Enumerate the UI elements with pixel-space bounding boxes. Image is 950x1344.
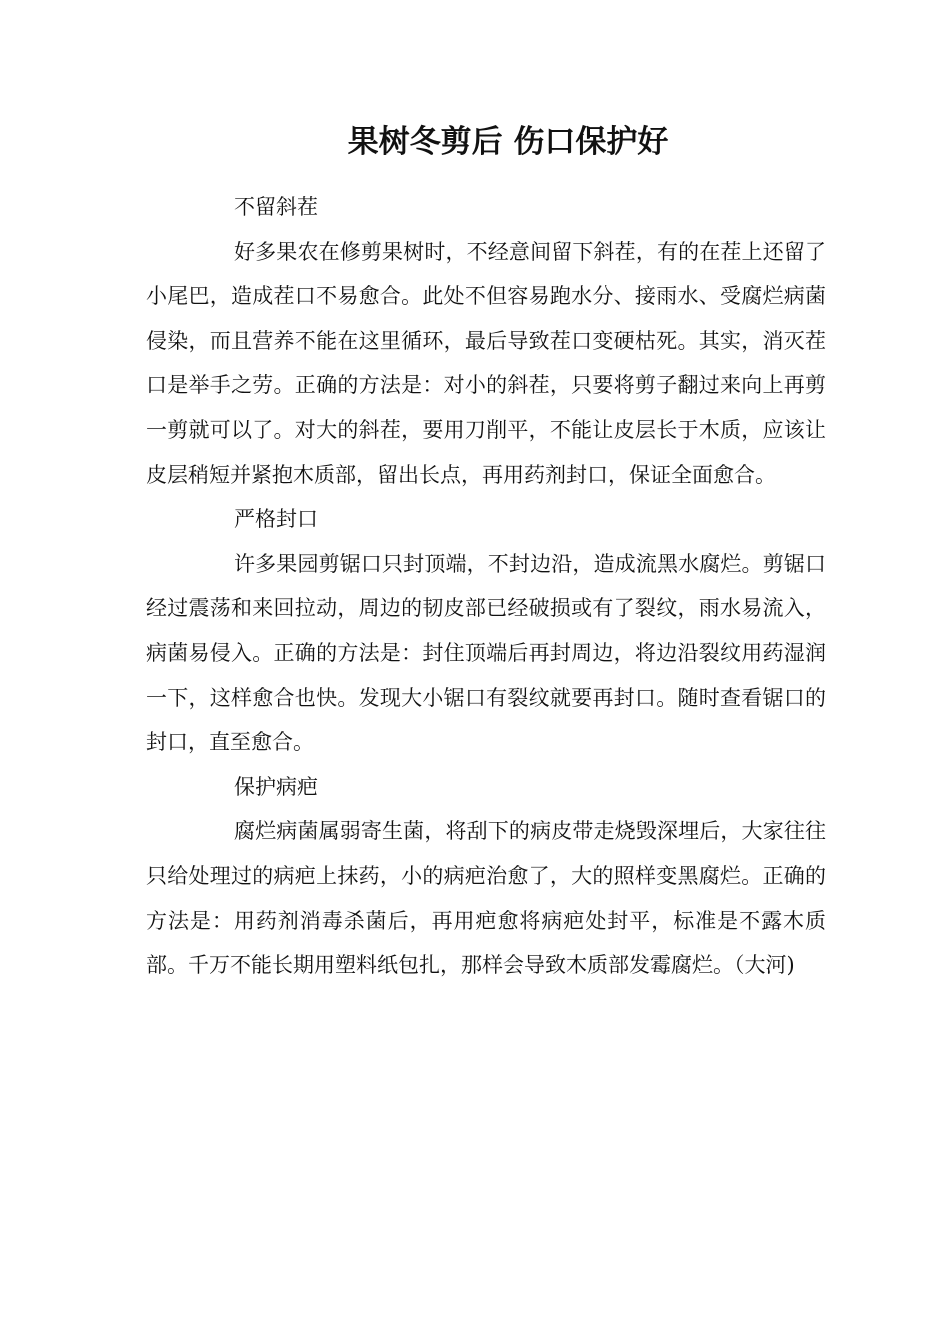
document-body xyxy=(146,185,826,988)
section-heading-2: 严格封口 xyxy=(234,507,318,532)
section-heading-1: 不留斜茬 xyxy=(234,195,318,219)
section-paragraph-2: 许多果园剪锯口只封顶端，不封边沿，造成流黑水腐烂。剪锯口经过震荡和来回拉动，周边的韧皮部已经破损或有了裂纹，雨水易流入，病菌易侵入。正确的方法是：封住顶端后再封周边，将边沿裂纹用药湿润一下，这样愈合也快。发现大小锯口有裂纹就要再封口。随时查看锯口的封口，直至愈合。 xyxy=(146,551,826,755)
document-title: 果树冬剪后 伤口保护好 xyxy=(347,124,669,160)
section-paragraph-1: 好多果农在修剪果树时，不经意间留下斜茬，有的在茬上还留了小尾巴，造成茬口不易愈合。此处不但容易跑水分、接雨水、受腐烂病菌侵染，而且营养不能在这里循环，最后导致茬口变硬枯死。其实，消灭茬口是举手之劳。正确的方法是：对小的斜茬，只要将剪子翻过来向上再剪一剪就可以了。对大的斜茬，要用刀削平，不能让皮层长于木质，应该让皮层稍短并紧抱木质部，留出长点，再用药剂封口，保证全面愈合。 xyxy=(146,239,826,487)
section-paragraph-3: 腐烂病菌属弱寄生菌，将刮下的病皮带走烧毁深埋后，大家往往只给处理过的病疤上抹药，小的病疤治愈了，大的照样变黑腐烂。正确的方法是：用药剂消毒杀菌后，再用疤愈将病疤处封平，标准是不露木质部。千万不能长期用塑料纸包扎，那样会导致木质部发霉腐烂。（大河) xyxy=(146,819,826,978)
section-heading-3: 保护病疤 xyxy=(234,774,318,799)
